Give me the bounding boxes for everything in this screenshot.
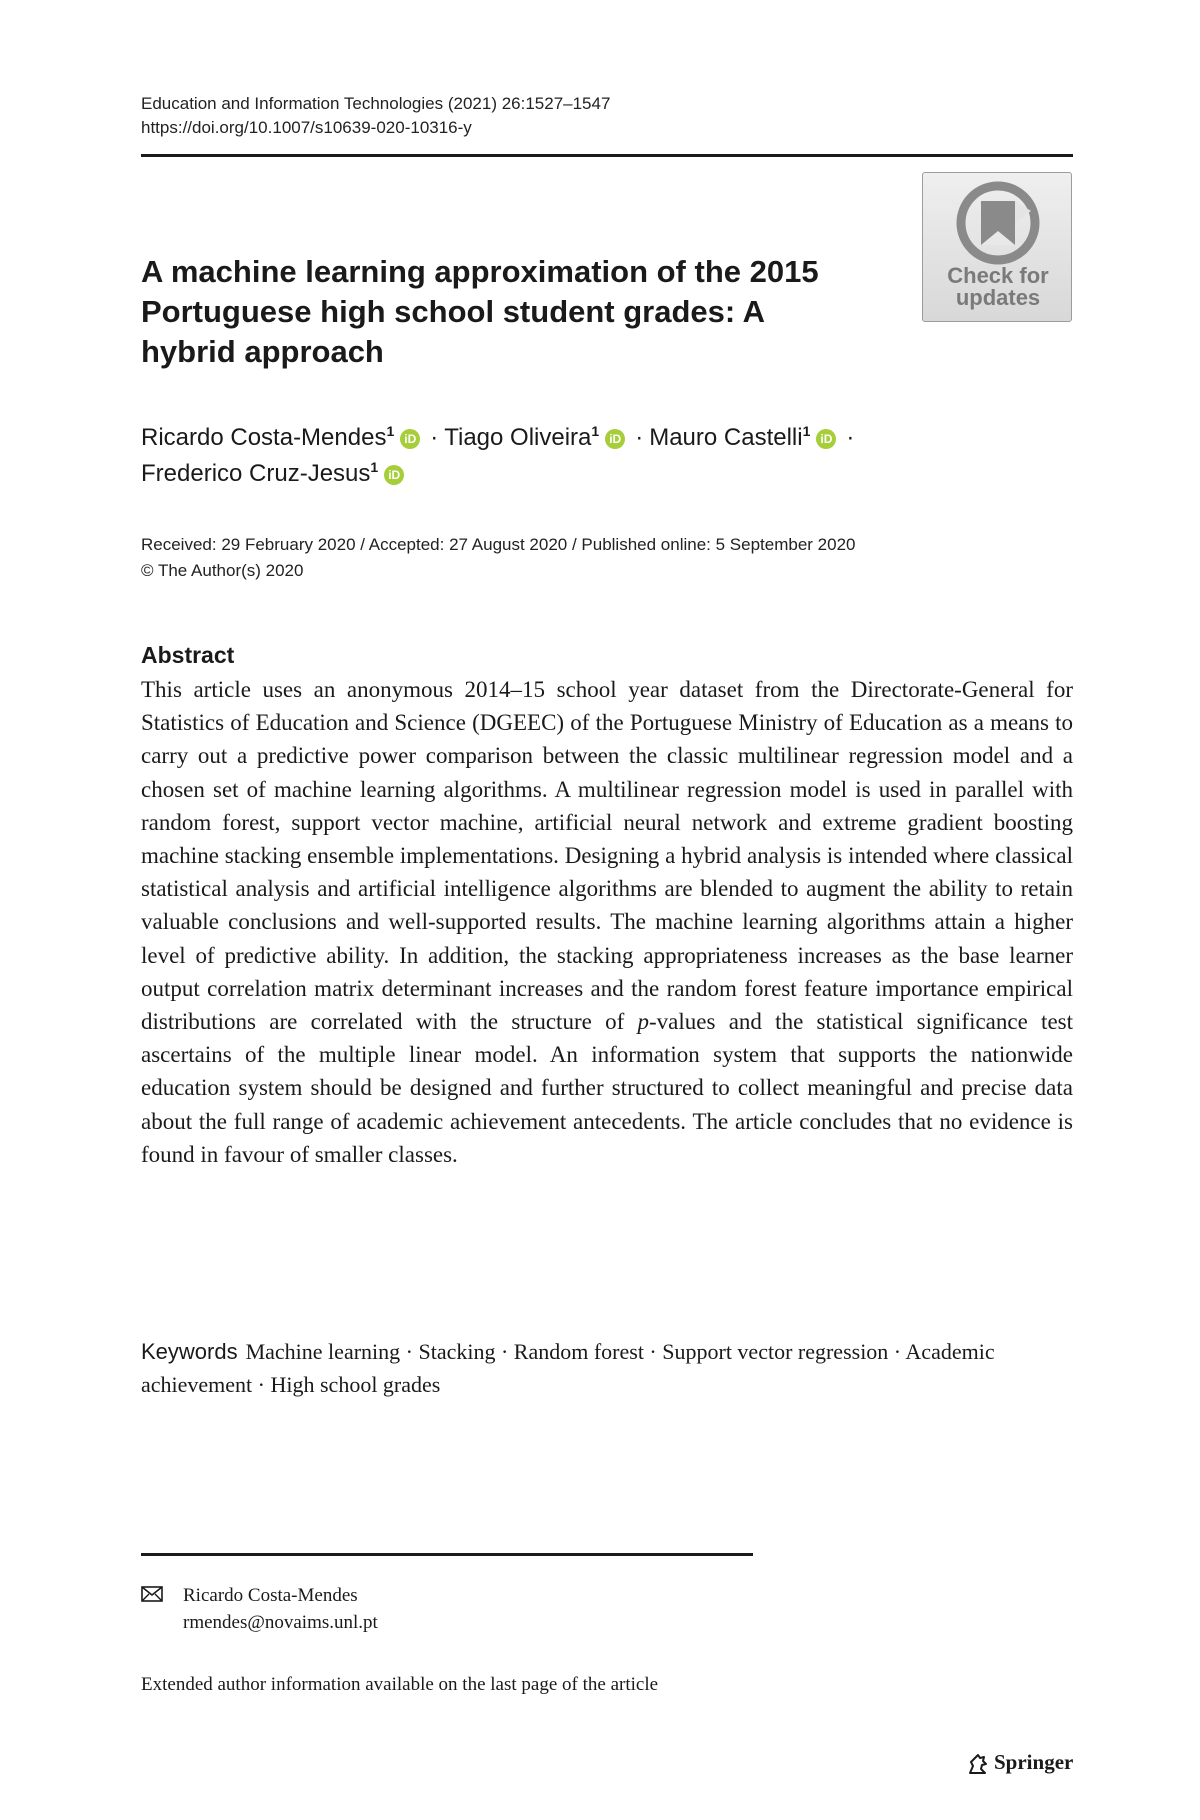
keywords [141, 1335, 1073, 1401]
contact-name: Ricardo Costa-Mendes [183, 1585, 358, 1606]
orcid-icon[interactable]: iD [816, 429, 836, 449]
publication-dates [141, 532, 1041, 584]
abstract-heading: Abstract [141, 642, 235, 668]
contact-email[interactable]: rmendes@novaims.unl.pt [183, 1612, 378, 1633]
extended-author-info: Extended author information available on the last page of the article [141, 1674, 659, 1695]
affiliation-marker: 1 [591, 423, 600, 439]
author-separator: · [846, 424, 855, 451]
abstract-text: This article uses an anonymous 2014–15 school year dataset from the Directorate-General for Statistics of Education and Science (DGEEC) of the Portuguese Ministry of Education as a means to carry out a predictive power comparison between the classic multilinear regression model and a chosen set of machine learning algorithms. A multilinear regression model is used in parallel with random forest, support vector machine, artificial neural network and extreme gradient boosting machine stacking ensemble implementations. Designing a hybrid analysis is intended where classical statistical analysis and artificial intelligence algorithms are blended to augment the ability to retain valuable conclusions and well-supported results. The machine learning algorithms attain a higher level of predictive ability. In addition, the stacking appropriateness increases as the base learner output correlation matrix determinant increases and the random forest feature importance empirical distributions are correlated with the structure of p-values and the statistical significance test ascertains of the multiple linear model. An information system that supports the nationwide education system should be designed and further structured to collect meaningful and precise data about the full range of academic achievement antecedents. The article concludes that no evidence is found in favour of smaller classes. [141, 677, 1073, 1167]
author-separator: · [430, 424, 439, 451]
keywords-label: Keywords [141, 1339, 238, 1364]
check-for-updates-badge[interactable] [922, 172, 1072, 322]
author[interactable]: Ricardo Costa-Mendes$^1$ iD [141, 424, 424, 451]
keywords-list: Machine learning · Stacking · Random forest · Support vector regression · Academic achievement · High school grades [141, 1339, 995, 1397]
orcid-icon[interactable]: iD [384, 465, 404, 485]
publisher-name: Springer [994, 1750, 1074, 1774]
copyright-line: © The Author(s) 2020 [141, 561, 304, 580]
check-for-updates-label: Check for updates [947, 263, 1049, 310]
author[interactable]: Tiago Oliveira$^1$ iD [444, 424, 629, 451]
author-list [141, 420, 921, 492]
date-line: Received: 29 February 2020 / Accepted: 27 August 2020 / Published online: 5 September 2020 [141, 535, 856, 554]
article-title: A machine learning approximation of the 2015 Portuguese high school student grades: A hybrid approach [141, 254, 819, 369]
envelope-icon [141, 1583, 163, 1610]
journal-citation: Education and Information Technologies (2021) 26:1527–1547 [141, 94, 611, 113]
orcid-icon[interactable]: iD [605, 429, 625, 449]
affiliation-marker: 1 [386, 423, 395, 439]
author[interactable]: Frederico Cruz-Jesus$^1$ iD [141, 460, 408, 487]
corresponding-author [141, 1582, 378, 1633]
author[interactable]: Mauro Castelli$^1$ iD [649, 424, 840, 451]
footnote-rule [141, 1553, 753, 1556]
header-rule [141, 154, 1073, 157]
affiliation-marker: 1 [370, 459, 379, 475]
publisher-logo [966, 1750, 1073, 1776]
journal-header [141, 92, 610, 140]
springer-horse-icon [966, 1752, 990, 1776]
doi-link[interactable]: https://doi.org/10.1007/s10639-020-10316-y [141, 118, 472, 137]
check-for-updates-icon [951, 181, 1045, 265]
affiliation-marker: 1 [802, 423, 811, 439]
orcid-icon[interactable]: iD [400, 429, 420, 449]
author-separator: · [635, 424, 644, 451]
